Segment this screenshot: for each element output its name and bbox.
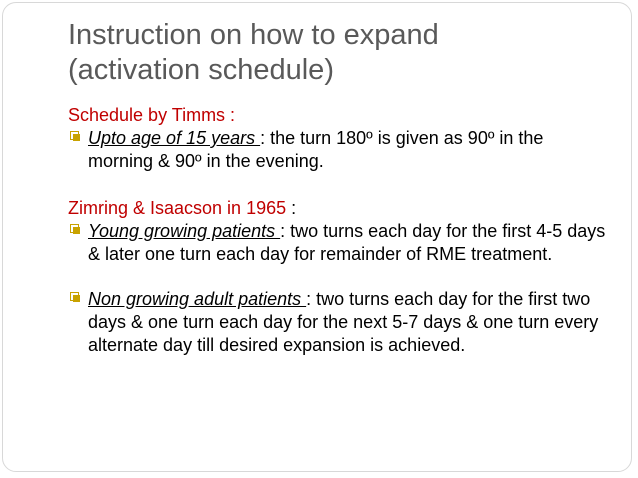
spacer bbox=[68, 173, 608, 197]
square-bullet-icon bbox=[70, 292, 79, 301]
item-text-non-growing-adult: : two turns each day for the first two days & one turn each day for the next 5-7 days & one turn every alternate day till desired expansion is achieved. bbox=[88, 289, 599, 355]
section-heading-zimring bbox=[68, 197, 608, 220]
item-text-upto-age: : the turn 180º is given as 90º in the morning & 90º in the evening. bbox=[88, 128, 544, 171]
list-item-non-growing-adult bbox=[68, 288, 608, 357]
square-bullet-icon bbox=[70, 131, 79, 140]
slide-title bbox=[68, 18, 608, 88]
section-heading-timms: Schedule by Timms : bbox=[68, 105, 236, 125]
section-heading-zimring-text: Zimring & Isaacson in 1965 bbox=[68, 198, 287, 218]
list-item-upto-age bbox=[68, 127, 608, 173]
slide-content bbox=[68, 104, 608, 357]
slide-title-line-1: Instruction on how to expand bbox=[68, 19, 439, 51]
spacer bbox=[68, 266, 608, 288]
list-item-young-growing bbox=[68, 220, 608, 266]
item-lead-upto-age: Upto age of 15 years bbox=[88, 128, 261, 148]
item-text-young-growing: : two turns each day for the first 4-5 days & later one turn each day for remainder of RME treatment. bbox=[88, 221, 606, 264]
slide-title-line-2: (activation schedule) bbox=[68, 54, 334, 86]
item-lead-non-growing-adult: Non growing adult patients bbox=[88, 289, 307, 309]
square-bullet-icon bbox=[70, 224, 79, 233]
section-heading-zimring-suffix: : bbox=[286, 198, 297, 218]
item-lead-young-growing: Young growing patients bbox=[88, 221, 281, 241]
